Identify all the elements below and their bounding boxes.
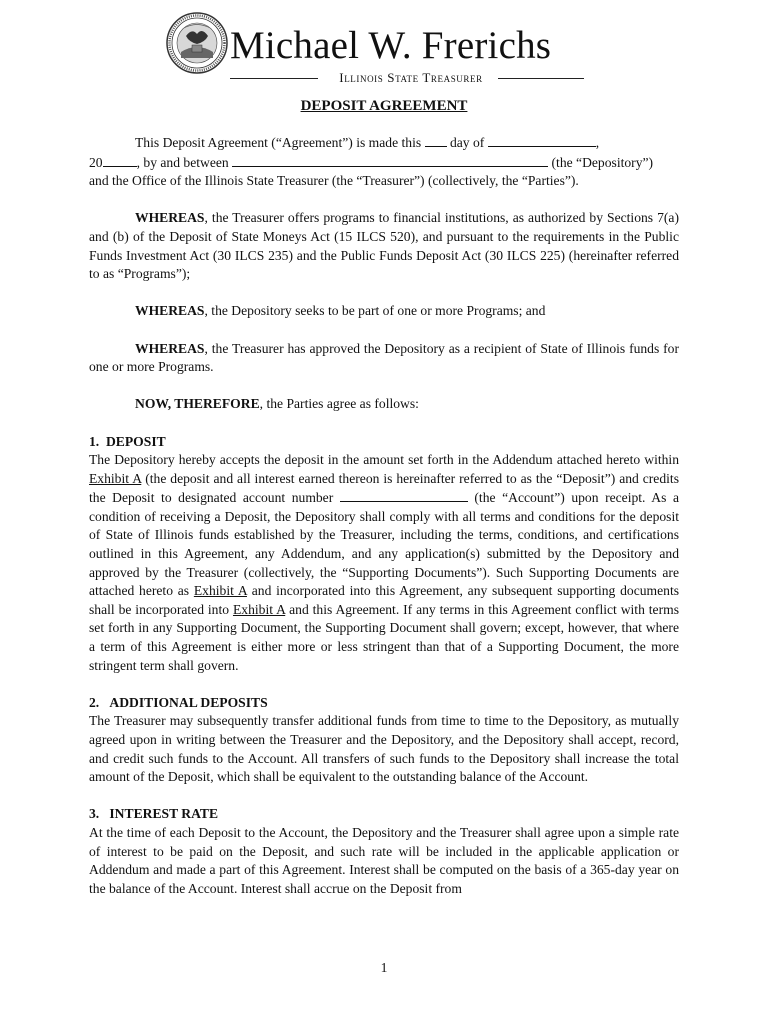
office-title-row bbox=[230, 70, 584, 86]
year-blank bbox=[103, 153, 137, 167]
whereas-3 bbox=[89, 340, 679, 377]
section-text: (the deposit and all interest earned thereon is hereinafter referred to as the “Deposit”) and credits the Deposit to designated account number bbox=[89, 470, 679, 506]
now-therefore-text: , the Parties agree as follows: bbox=[259, 396, 419, 412]
document-body bbox=[89, 133, 679, 898]
intro-text: 20 bbox=[89, 154, 103, 170]
whereas-text: , the Treasurer has approved the Depository as a recipient of State of Illinois funds for one or more Programs. bbox=[89, 340, 679, 375]
rule-left bbox=[230, 78, 318, 79]
intro-text: day of bbox=[449, 135, 485, 150]
whereas-1 bbox=[89, 209, 679, 283]
intro-text: (the “Depository”) bbox=[551, 154, 654, 170]
section-text: and incorporated into this Agreement, any subsequent supporting documents shall be incorporated into bbox=[89, 583, 680, 617]
exhibit-a-ref: Exhibit A bbox=[89, 470, 142, 486]
exhibit-a-ref: Exhibit A bbox=[193, 583, 247, 599]
section-text: The Depository hereby accepts the deposit in the amount set forth in the Addendum attached hereto within bbox=[89, 452, 679, 468]
treasurer-name: Michael W. Frerichs bbox=[230, 24, 552, 67]
intro-paragraph-line3: and the Office of the Illinois State Treasurer (the “Treasurer”) (collectively, the “Parties”). bbox=[89, 173, 579, 189]
intro-text: , by and between bbox=[136, 154, 229, 170]
intro-text: , bbox=[595, 135, 600, 150]
now-therefore bbox=[89, 395, 679, 414]
whereas-text: , the Depository seeks to be part of one or more Programs; and bbox=[204, 303, 546, 319]
whereas-2 bbox=[89, 302, 679, 321]
intro-text: This Deposit Agreement (“Agreement”) is made this bbox=[135, 135, 422, 150]
document-title: DEPOSIT AGREEMENT bbox=[300, 98, 468, 114]
section-1-heading: 1. DEPOSIT bbox=[89, 433, 166, 449]
rule-right bbox=[498, 78, 584, 79]
section-1-text bbox=[89, 451, 679, 675]
intro-paragraph bbox=[89, 133, 679, 153]
account-number-blank bbox=[340, 488, 468, 502]
intro-paragraph-line2 bbox=[89, 153, 679, 173]
section-2-heading: 2. ADDITIONAL DEPOSITS bbox=[89, 694, 268, 710]
office-title: Illinois State Treasurer bbox=[339, 70, 483, 85]
now-therefore-label: NOW, THEREFORE bbox=[135, 396, 260, 412]
page-number: 1 bbox=[380, 960, 388, 975]
section-3-text: At the time of each Deposit to the Account, the Depository and the Treasurer shall agree upon a simple rate of interest to be paid on the Deposit, and such rate will be included in the applicable application or Addendum and made a part of this Agreement. Interest shall be computed on the basis of a 365-day year on the balance of the Account. Interest shall accrue on the Deposit from bbox=[89, 824, 679, 896]
section-2-text: The Treasurer may subsequently transfer additional funds from time to time to the Depository, as mutually agreed upon in writing between the Treasurer and the Depository, and the Depository shall accept, record, and credit such funds to the Account. All transfers of such funds to the Depository shall increase the total amount of the Deposit, which shall be equivalent to the outstanding balance of the Account. bbox=[89, 713, 679, 785]
month-blank bbox=[488, 133, 596, 147]
letterhead bbox=[166, 12, 586, 84]
whereas-label: WHEREAS bbox=[135, 303, 205, 319]
section-text: and this Agreement. If any terms in this Agreement conflict with terms set forth in any Supporting Document, the Supporting Document shall govern; except, however, that where a term of this Agreement is either more or less stringent than that of a Supporting Document, the more stringent term shall govern. bbox=[89, 601, 679, 673]
section-text: (the “Account”) upon receipt. As a condition of receiving a Deposit, the Depository shall comply with all terms and conditions for the deposit of State of Illinois funds established by the Treasurer, including the terms, conditions, and certifications outlined in this Agreement, any Addendum, and any application(s) submitted by the Depository and approved by the Treasurer (collectively, the “Supporting Documents”). Such Supporting Documents are attached hereto as bbox=[89, 490, 679, 599]
whereas-label: WHEREAS bbox=[135, 210, 205, 226]
day-blank bbox=[425, 133, 447, 147]
section-3-heading: 3. INTEREST RATE bbox=[89, 806, 219, 822]
whereas-text: , the Treasurer offers programs to financial institutions, as authorized by Sections 7(a) and (b) of the Deposit of State Moneys Act (15 ILCS 520), and pursuant to the requirements in the Public Funds Investment Act (30 ILCS 235) and the Public Funds Deposit Act (30 ILCS 225) (hereinafter referred to as “Programs”); bbox=[89, 210, 679, 282]
depository-name-blank bbox=[232, 153, 548, 167]
state-seal-icon bbox=[166, 12, 228, 74]
whereas-label: WHEREAS bbox=[135, 340, 205, 356]
exhibit-a-ref: Exhibit A bbox=[232, 601, 286, 617]
